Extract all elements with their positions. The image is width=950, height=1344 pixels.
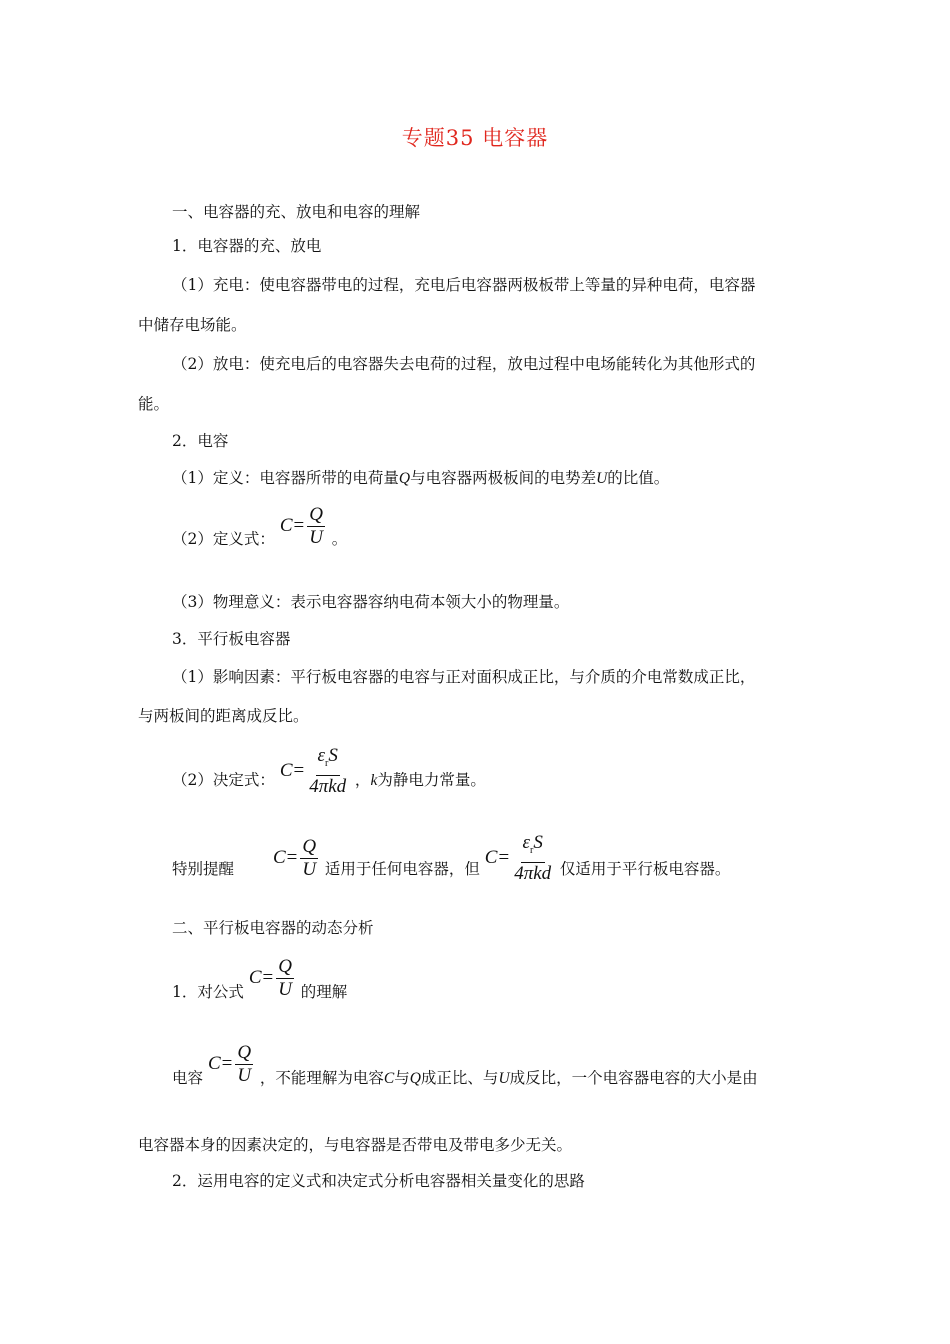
fraction-numerator: Q bbox=[302, 835, 317, 857]
paragraph-charging-line2: 中储存电场能。 bbox=[138, 316, 247, 334]
formula-symbol-c: C bbox=[484, 846, 498, 868]
subsection-2-1-text-a: 1．对公式 bbox=[172, 982, 244, 1001]
formula-c-eq-q-over-u bbox=[248, 956, 301, 1000]
section-2-heading: 二、平行板电容器的动态分析 bbox=[172, 919, 374, 937]
symbol-u: U bbox=[596, 470, 608, 487]
definition-text-a: （1）定义：电容器所带的电荷量 bbox=[172, 469, 399, 487]
paragraph-discharging-line2: 能。 bbox=[138, 395, 170, 413]
fraction-numerator: Q bbox=[309, 504, 323, 525]
fraction-q-over-u bbox=[307, 504, 325, 549]
subsection-2-1-heading bbox=[172, 956, 347, 1001]
paragraph-special-note bbox=[172, 832, 730, 885]
paragraph-formula-understanding-line1 bbox=[172, 1042, 758, 1087]
paragraph-definition-formula bbox=[172, 505, 347, 550]
note-label: 特别提醒 bbox=[172, 860, 235, 879]
formula-equals: = bbox=[293, 759, 305, 781]
fraction-numerator: Q bbox=[237, 1042, 252, 1063]
note-text-b: 适用于任何电容器，但 bbox=[324, 860, 480, 879]
understanding-text-d: 成正比、与 bbox=[420, 1068, 499, 1087]
symbol-q: Q bbox=[409, 1069, 421, 1087]
fraction-q-over-u bbox=[276, 956, 294, 1001]
formula-c-eq-q-over-u bbox=[279, 504, 332, 548]
symbol-epsilon: ε bbox=[317, 745, 326, 766]
definition-formula-label: （2）定义式： bbox=[172, 529, 275, 548]
paragraph-factors-line1: （1）影响因素：平行板电容器的电容与正对面积成正比，与介质的介电常数成正比， bbox=[172, 668, 756, 686]
understanding-text-b: ，不能理解为电容 bbox=[259, 1068, 384, 1087]
understanding-text-e: 成反比，一个电容器电容的大小是由 bbox=[509, 1068, 758, 1087]
formula-equals: = bbox=[293, 514, 305, 536]
paragraph-determining-formula bbox=[172, 745, 486, 798]
definition-text-c: 的比值。 bbox=[607, 469, 670, 487]
fraction-denominator: U bbox=[309, 527, 323, 548]
subsection-1-3-heading: 3．平行板电容器 bbox=[172, 630, 291, 648]
symbol-k: k bbox=[370, 772, 378, 790]
fraction-denominator: U bbox=[237, 1065, 252, 1086]
fraction-denominator: U bbox=[302, 858, 317, 880]
determining-formula-label: （2）决定式： bbox=[172, 771, 275, 790]
formula-c-eq-q-over-u bbox=[207, 1042, 260, 1086]
note-formula-definition bbox=[272, 835, 325, 880]
paragraph-definition bbox=[172, 468, 669, 489]
understanding-text-a: 电容 bbox=[172, 1068, 204, 1087]
fraction-denominator: 4πkd bbox=[514, 862, 552, 884]
formula-symbol-c: C bbox=[272, 846, 286, 868]
page-title: 专题35 电容器 bbox=[401, 126, 549, 150]
fraction-denominator: 4πkd bbox=[309, 775, 347, 797]
paragraph-physical-meaning: （3）物理意义：表示电容器容纳电荷本领大小的物理量。 bbox=[172, 593, 570, 611]
subsection-1-1-heading: 1．电容器的充、放电 bbox=[172, 237, 322, 255]
note-formula-determining bbox=[484, 832, 560, 884]
formula-equals: = bbox=[498, 846, 510, 868]
formula-symbol-c: C bbox=[279, 759, 293, 781]
determining-formula-text: 为静电力常量。 bbox=[377, 771, 486, 790]
fraction-numerator: Q bbox=[278, 956, 292, 977]
formula-symbol-c: C bbox=[279, 514, 293, 536]
formula-equals: = bbox=[286, 846, 298, 868]
comma: ， bbox=[354, 771, 371, 790]
understanding-text-c: 与 bbox=[394, 1068, 410, 1087]
subscript-r: r bbox=[530, 844, 534, 856]
definition-text-b: 与电容器两极板间的电势差 bbox=[410, 469, 597, 487]
fraction-q-over-u bbox=[235, 1042, 253, 1087]
understanding-text-tail bbox=[260, 1069, 758, 1087]
symbol-s: S bbox=[328, 745, 338, 766]
paragraph-discharging-line1: （2）放电：使充电后的电容器失去电荷的过程，放电过程中电场能转化为其他形式的 bbox=[172, 355, 756, 373]
formula-c-eq-eps-s-over-4pikd bbox=[279, 745, 355, 797]
paragraph-formula-understanding-line2: 电容器本身的因素决定的，与电容器是否带电及带电多少无关。 bbox=[138, 1136, 573, 1154]
fraction-eps-s-over-4pikd bbox=[512, 832, 553, 885]
definition-formula-period: 。 bbox=[331, 529, 348, 548]
fraction-denominator: U bbox=[278, 979, 292, 1000]
symbol-q: Q bbox=[398, 470, 411, 487]
note-text-c: 仅适用于平行板电容器。 bbox=[559, 860, 731, 879]
subscript-r: r bbox=[325, 757, 329, 769]
determining-formula-tail bbox=[355, 771, 486, 789]
formula-equals: = bbox=[221, 1052, 233, 1074]
paragraph-factors-line2: 与两板间的距离成反比。 bbox=[138, 707, 309, 725]
subsection-1-2-heading: 2．电容 bbox=[172, 432, 229, 450]
fraction-numerator bbox=[316, 745, 340, 776]
subsection-2-1-text-b: 的理解 bbox=[300, 982, 348, 1001]
symbol-c: C bbox=[383, 1069, 395, 1087]
paragraph-charging-line1: （1）充电：使电容器带电的过程，充电后电容器两极板带上等量的异种电荷，电容器 bbox=[172, 276, 756, 294]
formula-equals: = bbox=[262, 966, 274, 988]
subsection-2-2-heading: 2．运用电容的定义式和决定式分析电容器相关量变化的思路 bbox=[172, 1172, 585, 1190]
symbol-u: U bbox=[498, 1069, 510, 1087]
section-1-heading: 一、电容器的充、放电和电容的理解 bbox=[172, 203, 421, 221]
fraction-numerator bbox=[521, 832, 545, 863]
formula-symbol-c: C bbox=[248, 966, 262, 988]
fraction-eps-s-over-4pikd bbox=[307, 745, 348, 798]
symbol-epsilon: ε bbox=[522, 832, 530, 853]
symbol-s: S bbox=[533, 832, 543, 853]
formula-symbol-c: C bbox=[207, 1052, 221, 1074]
fraction-q-over-u bbox=[300, 836, 318, 881]
